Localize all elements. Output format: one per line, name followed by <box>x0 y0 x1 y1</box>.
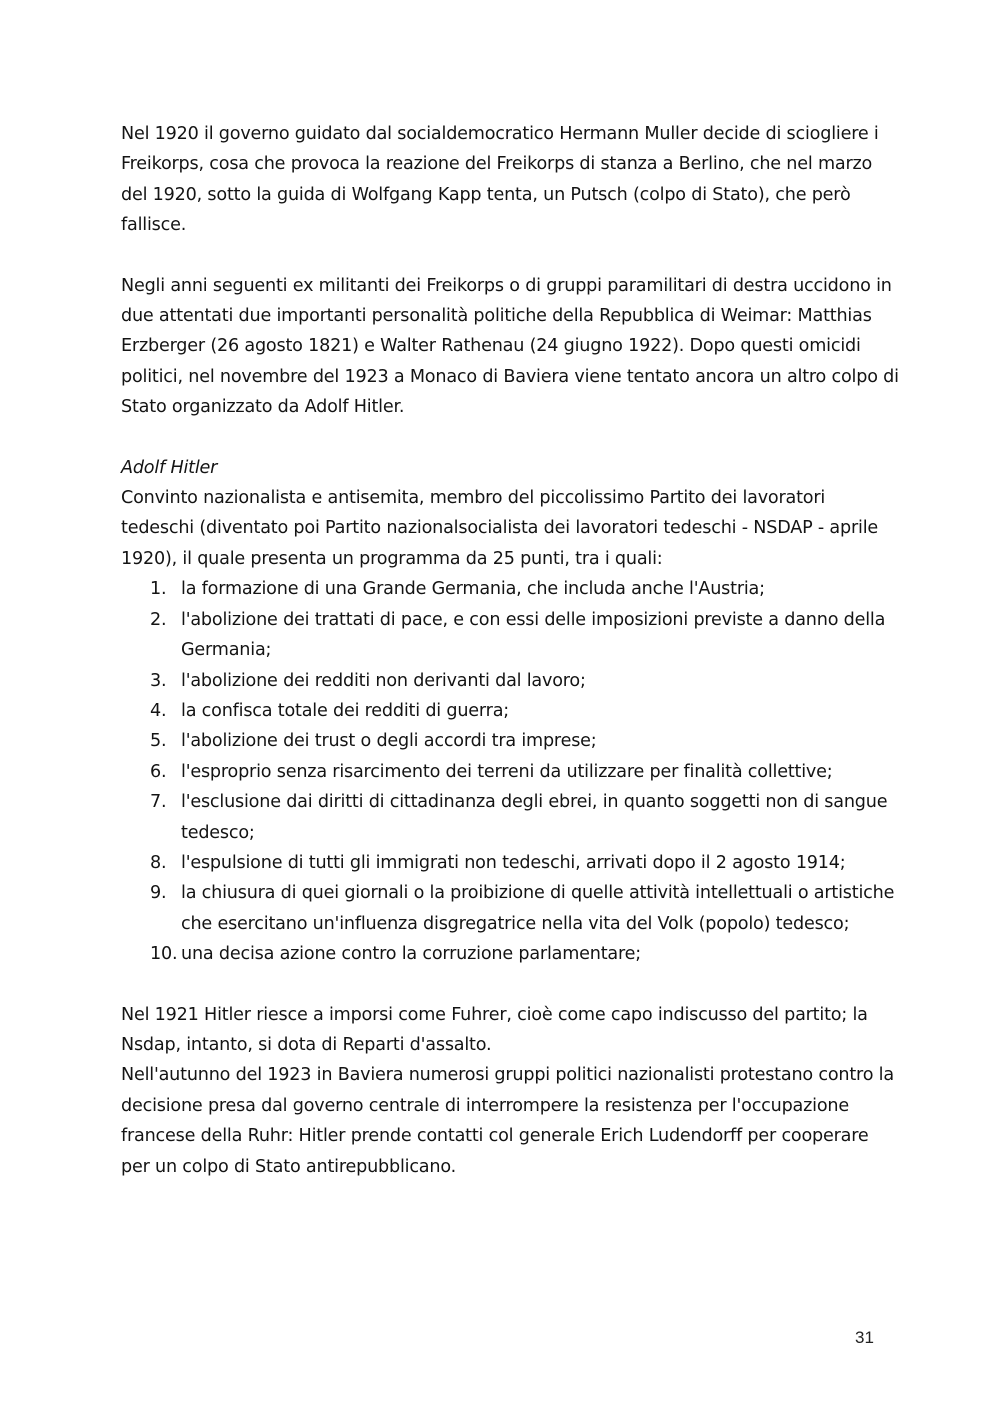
list-item-number: 9. <box>150 883 167 904</box>
list-item-text: una decisa azione contro la corruzione parlamentare; <box>181 944 642 965</box>
list-item-number: 3. <box>150 670 167 691</box>
list-item-number: 4. <box>150 700 167 721</box>
list-item-number: 2. <box>150 609 167 630</box>
list-item <box>121 939 901 969</box>
list-item-text: l'esclusione dai diritti di cittadinanza degli ebrei, in quanto soggetti non di sangue tedesco; <box>181 792 888 843</box>
list-item-text: la chiusura di quei giornali o la proibizione di quelle attività intellettuali o artistiche che esercitano un'influenza disgregatrice nella vita del Volk (popolo) tedesco; <box>181 883 895 934</box>
list-item <box>121 574 901 604</box>
list-item-text: la confisca totale dei redditi di guerra; <box>181 700 509 721</box>
list-item <box>121 726 901 756</box>
program-points-list <box>121 574 901 969</box>
paragraph-bavaria-1923: Nell'autunno del 1923 in Baviera numerosi gruppi politici nazionalisti protestano contro la decisione presa dal governo centrale di interrompere la resistenza per l'occupazione francese della Ruhr: Hitler prende contatti col generale Erich Ludendorff per cooperare per un colpo di Stato antirepubblicano. <box>121 1065 894 1177</box>
list-item <box>121 848 901 878</box>
list-item <box>121 787 901 848</box>
list-item <box>121 878 901 939</box>
list-item <box>121 757 901 787</box>
list-item-number: 5. <box>150 731 167 752</box>
paragraph-assassinations: Negli anni seguenti ex militanti dei Freikorps o di gruppi paramilitari di destra uccidono in due attentati due importanti personalità politiche della Repubblica di Weimar: Matthias Erzberger (26 agosto 1821) e Walter Rathenau (24 giugno 1922). Dopo questi omicidi politici, nel novembre del 1923 a Monaco di Baviera viene tentato ancora un altro colpo di Stato organizzato da Adolf Hitler. <box>121 275 899 418</box>
list-item-number: 8. <box>150 852 167 873</box>
page-content <box>121 119 901 1182</box>
list-item-text: la formazione di una Grande Germania, che includa anche l'Austria; <box>181 579 765 600</box>
list-item-number: 10. <box>150 944 178 965</box>
list-item-number: 7. <box>150 792 167 813</box>
list-item-text: l'abolizione dei trattati di pace, e con essi delle imposizioni previste a danno della Germania; <box>181 609 886 661</box>
list-item <box>121 696 901 726</box>
list-item-text: l'abolizione dei trust o degli accordi tra imprese; <box>181 731 597 752</box>
paragraph-fuhrer: Nel 1921 Hitler riesce a imporsi come Fuhrer, cioè come capo indiscusso del partito; la Nsdap, intanto, si dota di Reparti d'assalto. <box>121 1004 868 1055</box>
list-item <box>121 605 901 666</box>
paragraph-freikorps: Nel 1920 il governo guidato dal socialdemocratico Hermann Muller decide di sciogliere i Freikorps, cosa che provoca la reazione del Freikorps di stanza a Berlino, che nel marzo del 1920, sotto la guida di Wolfgang Kapp tenta, un Putsch (colpo di Stato), che però fallisce. <box>121 124 879 236</box>
list-item-number: 1. <box>150 579 167 600</box>
page-number: 31 <box>855 1328 874 1347</box>
section-heading: Adolf Hitler <box>121 457 218 478</box>
paragraph-hitler-intro: Convinto nazionalista e antisemita, membro del piccolissimo Partito dei lavoratori tedeschi (diventato poi Partito nazionalsocialista dei lavoratori tedeschi - NSDAP - aprile 1920), il quale presenta un programma da 25 punti, tra i quali: <box>121 488 879 569</box>
list-item-text: l'abolizione dei redditi non derivanti dal lavoro; <box>181 670 586 691</box>
list-item-text: l'espulsione di tutti gli immigrati non tedeschi, arrivati dopo il 2 agosto 1914; <box>181 852 846 873</box>
list-item-number: 6. <box>150 761 167 782</box>
list-item-text: l'esproprio senza risarcimento dei terreni da utilizzare per finalità collettive; <box>181 761 833 782</box>
list-item <box>121 666 901 696</box>
